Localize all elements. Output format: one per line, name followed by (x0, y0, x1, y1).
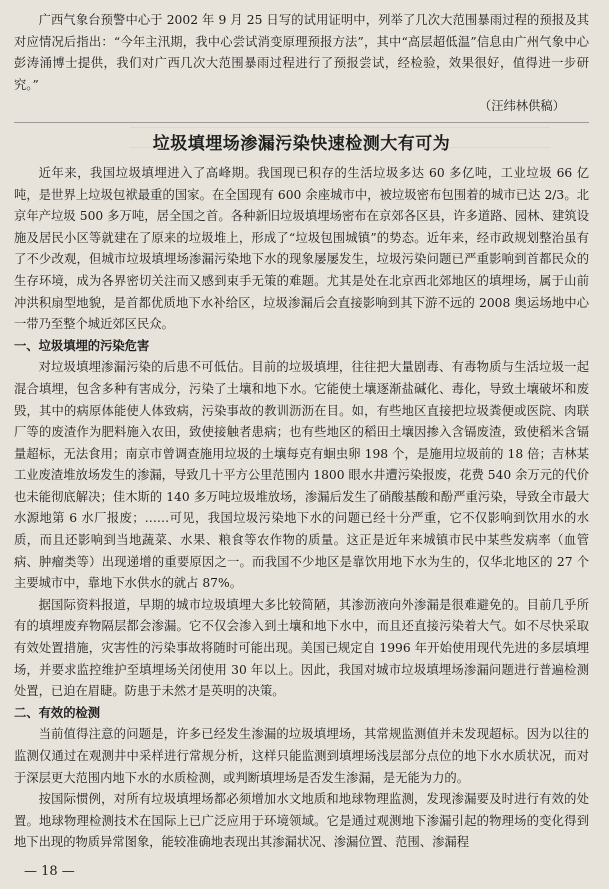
previous-article-signature: （汪纬林供稿） (478, 99, 565, 114)
article (14, 131, 589, 854)
section-heading-pollution-hazard: 一、垃圾填埋的污染危害 (14, 338, 150, 353)
previous-article-paragraph: 广西气象台预警中心于 2002 年 9 月 25 日写的试用证明中，列举了几次大范围暴雨过程的预报及其对应情况后指出：“今年主汛期，我中心尝试消变原理预报方法”，其中“高层超低温”信息由广州气象中心彭涛涌博士提供，我们对广西几次大范围暴雨过程进行了预报尝试，经检验，效果很好，值得进一步研究。” (14, 13, 589, 92)
bleed-through-texture (130, 108, 550, 148)
article-title: 垃圾填埋场渗漏污染快速检测大有可为 (152, 133, 451, 154)
section2-paragraph-1: 当前值得注意的问题是，许多已经发生渗漏的垃圾填埋场，其常规监测值并未发现超标。因为以往的监测仅通过在观测井中采样进行常规分析，这样只能监测到填埋场浅层部分点位的地下水水质状况，而对于深层更大范围内地下水的水质检测，或判断填埋场是否发生渗漏，是无能为力的。 (14, 727, 589, 785)
section-heading-effective-detection: 二、有效的检测 (14, 705, 101, 720)
section2-paragraph-2: 按国际惯例，对所有垃圾填埋场都必须增加水文地质和地球物理监测，发现渗漏要及时进行有效的处置。地球物理检测技术在国际上已广泛应用于环境领域。它是通过观测地下渗漏引起的物理场的变化得到地下出现的物质异常图象，能较准确地表现出其渗漏状况、渗漏位置、范围、渗漏程 (14, 792, 589, 850)
section1-paragraph-2: 据国际资料报道，早期的城市垃圾填埋大多比较简陋，其渗沥液向外渗漏是很难避免的。目前几乎所有的填埋废弃物隔层都会渗漏。它不仅会渗入到土壤和地下水中，而且还直接污染着大气。如不尽快采取有效处置措施，灾害性的污染事故将随时可能出现。美国已规定自 1996 年开始使用现代先进的多层填埋场，并要求监控维护至填埋场关闭使用 30 年以上。因此，我国对城市垃圾填埋场渗漏问题进行普遍检测处置，已迫在眉睫。防患于未然才是英明的决策。 (14, 597, 589, 699)
article-intro-paragraph: 近年来，我国垃圾填埋进入了高峰期。我国现已积存的生活垃圾多达 60 多亿吨，工业垃圾 66 亿吨，是世界上垃圾包袱最重的国家。在全国现有 600 余座城市中，被垃圾密布包围着的城市已达 2/3。北京年产垃圾 500 多万吨，居全国之首。各种新旧垃圾填埋场密布在京郊各区县，许多道路、园林、建筑设施及居民小区等就建在了原来的垃圾堆上，形成了“垃圾包围城镇”的势态。近年来，经市政规划整治虽有了不少改观，但城市垃圾填埋场渗漏污染地下水的现象屡屡发生，垃圾污染问题已严重影响到首都民众的生存环境，成为各界密切关注而又感到束手无策的难题。尤其是处在北京西北郊地区的填埋场，属于山前冲洪积扇型地貌，是首都优质地下水补给区，垃圾渗漏后会直接影响到其下游不远的 2008 奥运场地中心一带乃至整个城近郊区民众。 (14, 165, 589, 332)
page-number: — 18 — (24, 864, 75, 879)
section1-paragraph-1: 对垃圾填埋渗漏污染的后患不可低估。目前的垃圾填埋，往往把大量剧毒、有毒物质与生活垃圾一起混合填埋，包含多种有害成分，污染了土壤和地下水。它能使土壤逐渐盐碱化、毒化，导致土壤破坏和废毁，其中的病原体能使人体致病，污染事故的教训沥沥在目。如，有些地区直接把垃圾粪便或医院、肉联厂等的废渣作为肥料施入农田，致使接触者患病；也有些地区的稻田土壤因掺入含镉废渣，致使稻米含镉量超标，无法食用；南京市曾调查施用垃圾的土壤每克有蛔虫卵 198 个，是施用垃圾前的 18 倍；吉林某工业废渣堆放场发生的渗漏，导致几十平方公里范围内 1800 眼水井遭污染报废，花费 540 余万元的代价也未能彻底解决；佳木斯的 140 多万吨垃圾堆放场，渗漏后发生了硝酸基酸和酚严重污染，导致全市最大水源地第 6 水厂报废；……可见，我国垃圾污染地下水的问题已经十分严重，它不仅影响到饮用水的水质，而且还影响到当地蔬菜、水果、粮食等农作物的质量。这正是近年来城镇市民中某些发病率（血管病、肿瘤类等）出现递增的重要原因之一。而我国不少地区是靠饮用地下水为生的，仅华北地区的 27 个主要城市中，靠地下水供水的就占 87%。 (14, 360, 589, 591)
previous-article (14, 10, 589, 123)
